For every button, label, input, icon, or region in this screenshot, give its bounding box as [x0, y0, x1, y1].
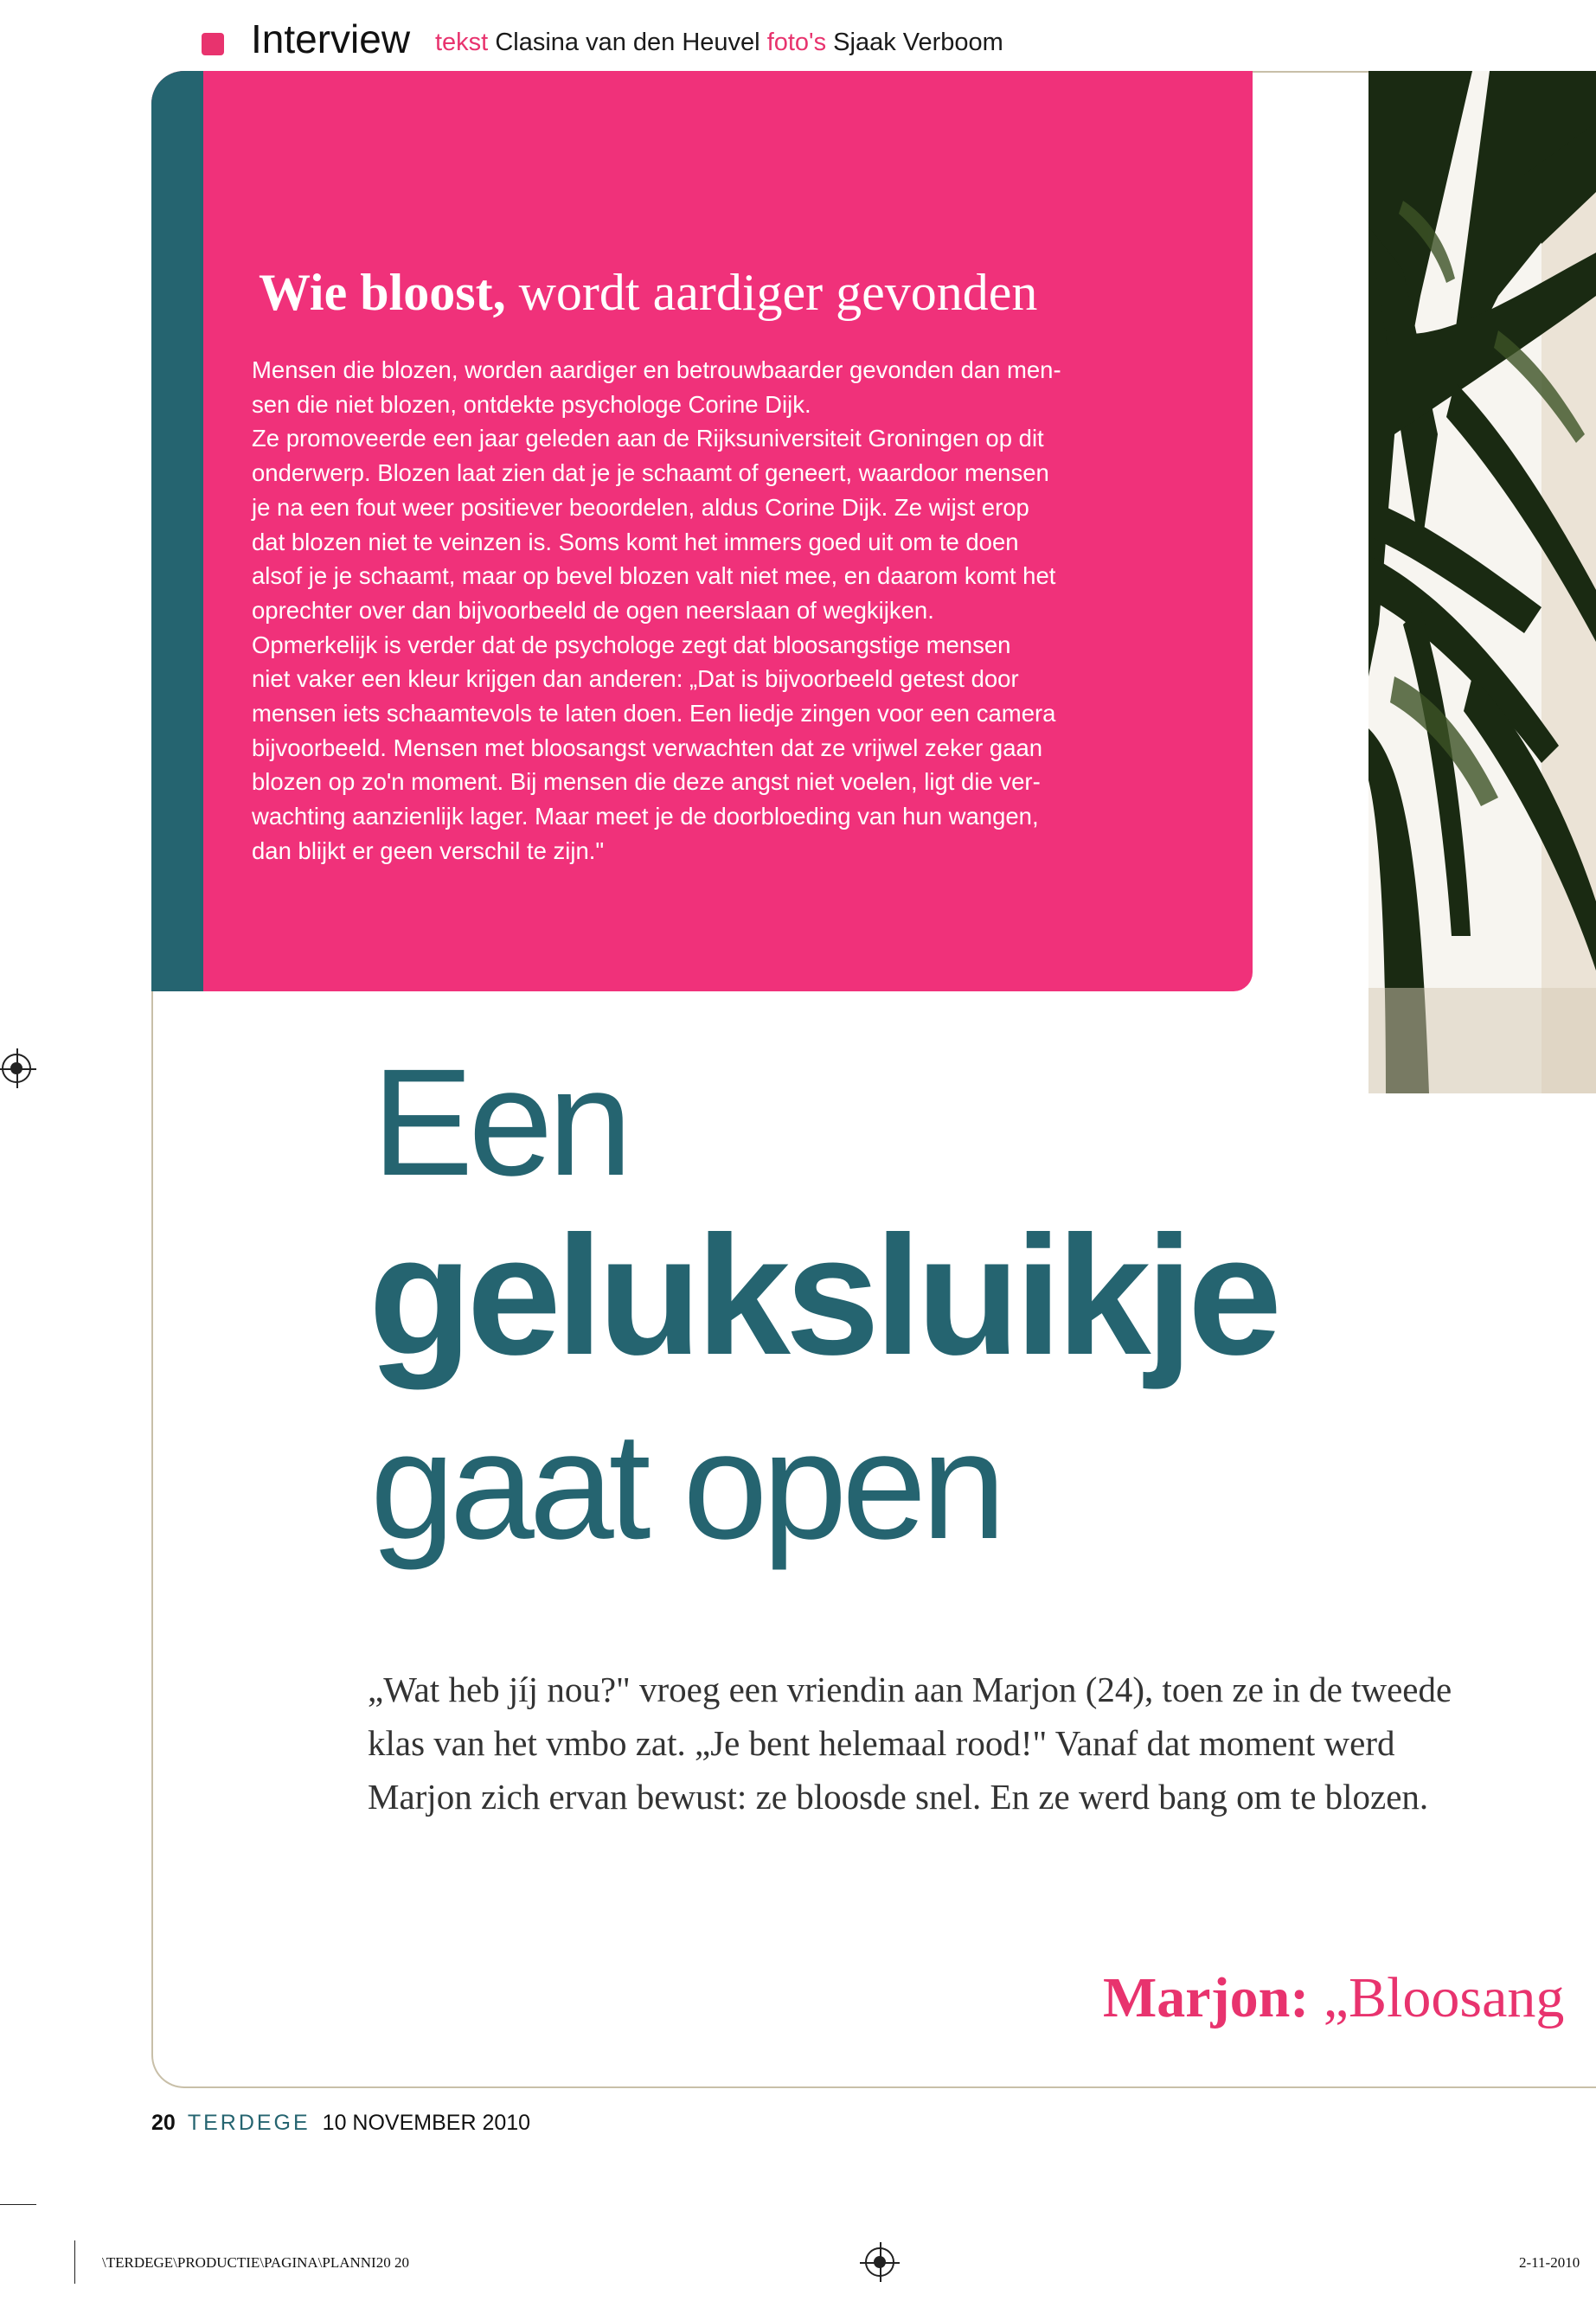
headline-line-2: geluksluikje — [369, 1201, 1278, 1390]
section-title: Interview — [251, 16, 411, 61]
sidebar-line: niet vaker een kleur krijgen dan anderen: „Dat is bijvoorbeeld getest door — [252, 665, 1019, 693]
text-label: tekst — [435, 29, 489, 56]
sidebar-box — [151, 71, 1253, 991]
pull-quote — [1103, 1965, 1564, 2031]
plant-leaves-image — [1368, 71, 1596, 1093]
sidebar-line: Opmerkelijk is verder dat de psychologe zegt dat bloosangstige mensen — [252, 631, 1011, 658]
crop-mark — [74, 2240, 75, 2284]
page-footer — [151, 2111, 530, 2136]
crop-mark — [0, 2204, 36, 2205]
intro-line: Marjon zich ervan bewust: ze bloosde snel. En ze werd bang om te blozen. — [368, 1777, 1429, 1817]
slug-date: 2-11-2010 — [1519, 2254, 1580, 2271]
sidebar-line: Ze promoveerde een jaar geleden aan de Rijksuniversiteit Groningen op dit — [252, 425, 1044, 452]
credits — [435, 29, 1003, 57]
sidebar-line: onderwerp. Blozen laat zien dat je je schaamt of geneert, waardoor mensen — [252, 459, 1049, 487]
intro-line: klas van het vmbo zat. „Je bent helemaal rood!" Vanaf dat moment werd — [368, 1723, 1395, 1763]
intro-line: „Wat heb jíj nou?" vroeg een vriendin aan Marjon (24), toen ze in de tweede — [368, 1670, 1452, 1709]
magazine-name: TERDEGE — [187, 2111, 311, 2135]
intro-paragraph — [368, 1663, 1579, 1823]
registration-mark-icon — [2, 1054, 31, 1083]
sidebar-line: je na een fout weer positiever beoordelen, aldus Corine Dijk. Ze wijst erop — [252, 493, 1029, 521]
sidebar-line: wachting aanzienlijk lager. Maar meet je de doorbloeding van hun wangen, — [252, 803, 1039, 830]
sidebar-line: alsof je je schaamt, maar op bevel blozen valt niet mee, en daarom komt het — [252, 562, 1056, 590]
section-marker — [202, 33, 224, 55]
headline-line-1: Een — [372, 1038, 628, 1208]
photographer-name: Sjaak Verboom — [833, 29, 1003, 56]
author-name: Clasina van den Heuvel — [495, 29, 760, 56]
sidebar-line: Mensen die blozen, worden aardiger en betrouwbaarder gevonden dan men- — [252, 356, 1061, 383]
page-number: 20 — [151, 2111, 176, 2135]
pull-quote-text: „Bloosang — [1323, 1966, 1565, 2029]
issue-date: 10 NOVEMBER 2010 — [322, 2111, 531, 2135]
sidebar-body — [252, 353, 1134, 868]
registration-mark-icon — [865, 2247, 894, 2277]
photo-label: foto's — [766, 29, 827, 56]
sidebar-line: blozen op zo'n moment. Bij mensen die deze angst niet voelen, ligt die ver- — [252, 768, 1041, 796]
sidebar-title-bold: Wie bloost, — [259, 264, 506, 321]
headline-line-3: gaat open — [370, 1401, 1001, 1571]
slug-path: \TERDEGE\PRODUCTIE\PAGINA\PLANNI20 20 — [102, 2254, 409, 2271]
sidebar-line: dan blijkt er geen verschil te zijn." — [252, 836, 605, 864]
sidebar-line: mensen iets schaamtevols te laten doen. Een liedje zingen voor een camera — [252, 700, 1056, 727]
sidebar-title — [259, 263, 1037, 323]
sidebar-line: sen die niet blozen, ontdekte psychologe Corine Dijk. — [252, 390, 811, 418]
sidebar-line: dat blozen niet te veinzen is. Soms komt het immers goed uit om te doen — [252, 528, 1019, 555]
plant-photo — [1368, 71, 1596, 1093]
sidebar-line: oprechter over dan bijvoorbeeld de ogen neerslaan of wegkijken. — [252, 596, 934, 624]
sidebar-title-rest: wordt aardiger gevonden — [518, 264, 1038, 321]
pull-quote-name: Marjon: — [1103, 1966, 1310, 2029]
sidebar-line: bijvoorbeeld. Mensen met bloosangst verwachten dat ze vrijwel zeker gaan — [252, 734, 1043, 761]
sidebar-teal-band — [151, 71, 203, 991]
